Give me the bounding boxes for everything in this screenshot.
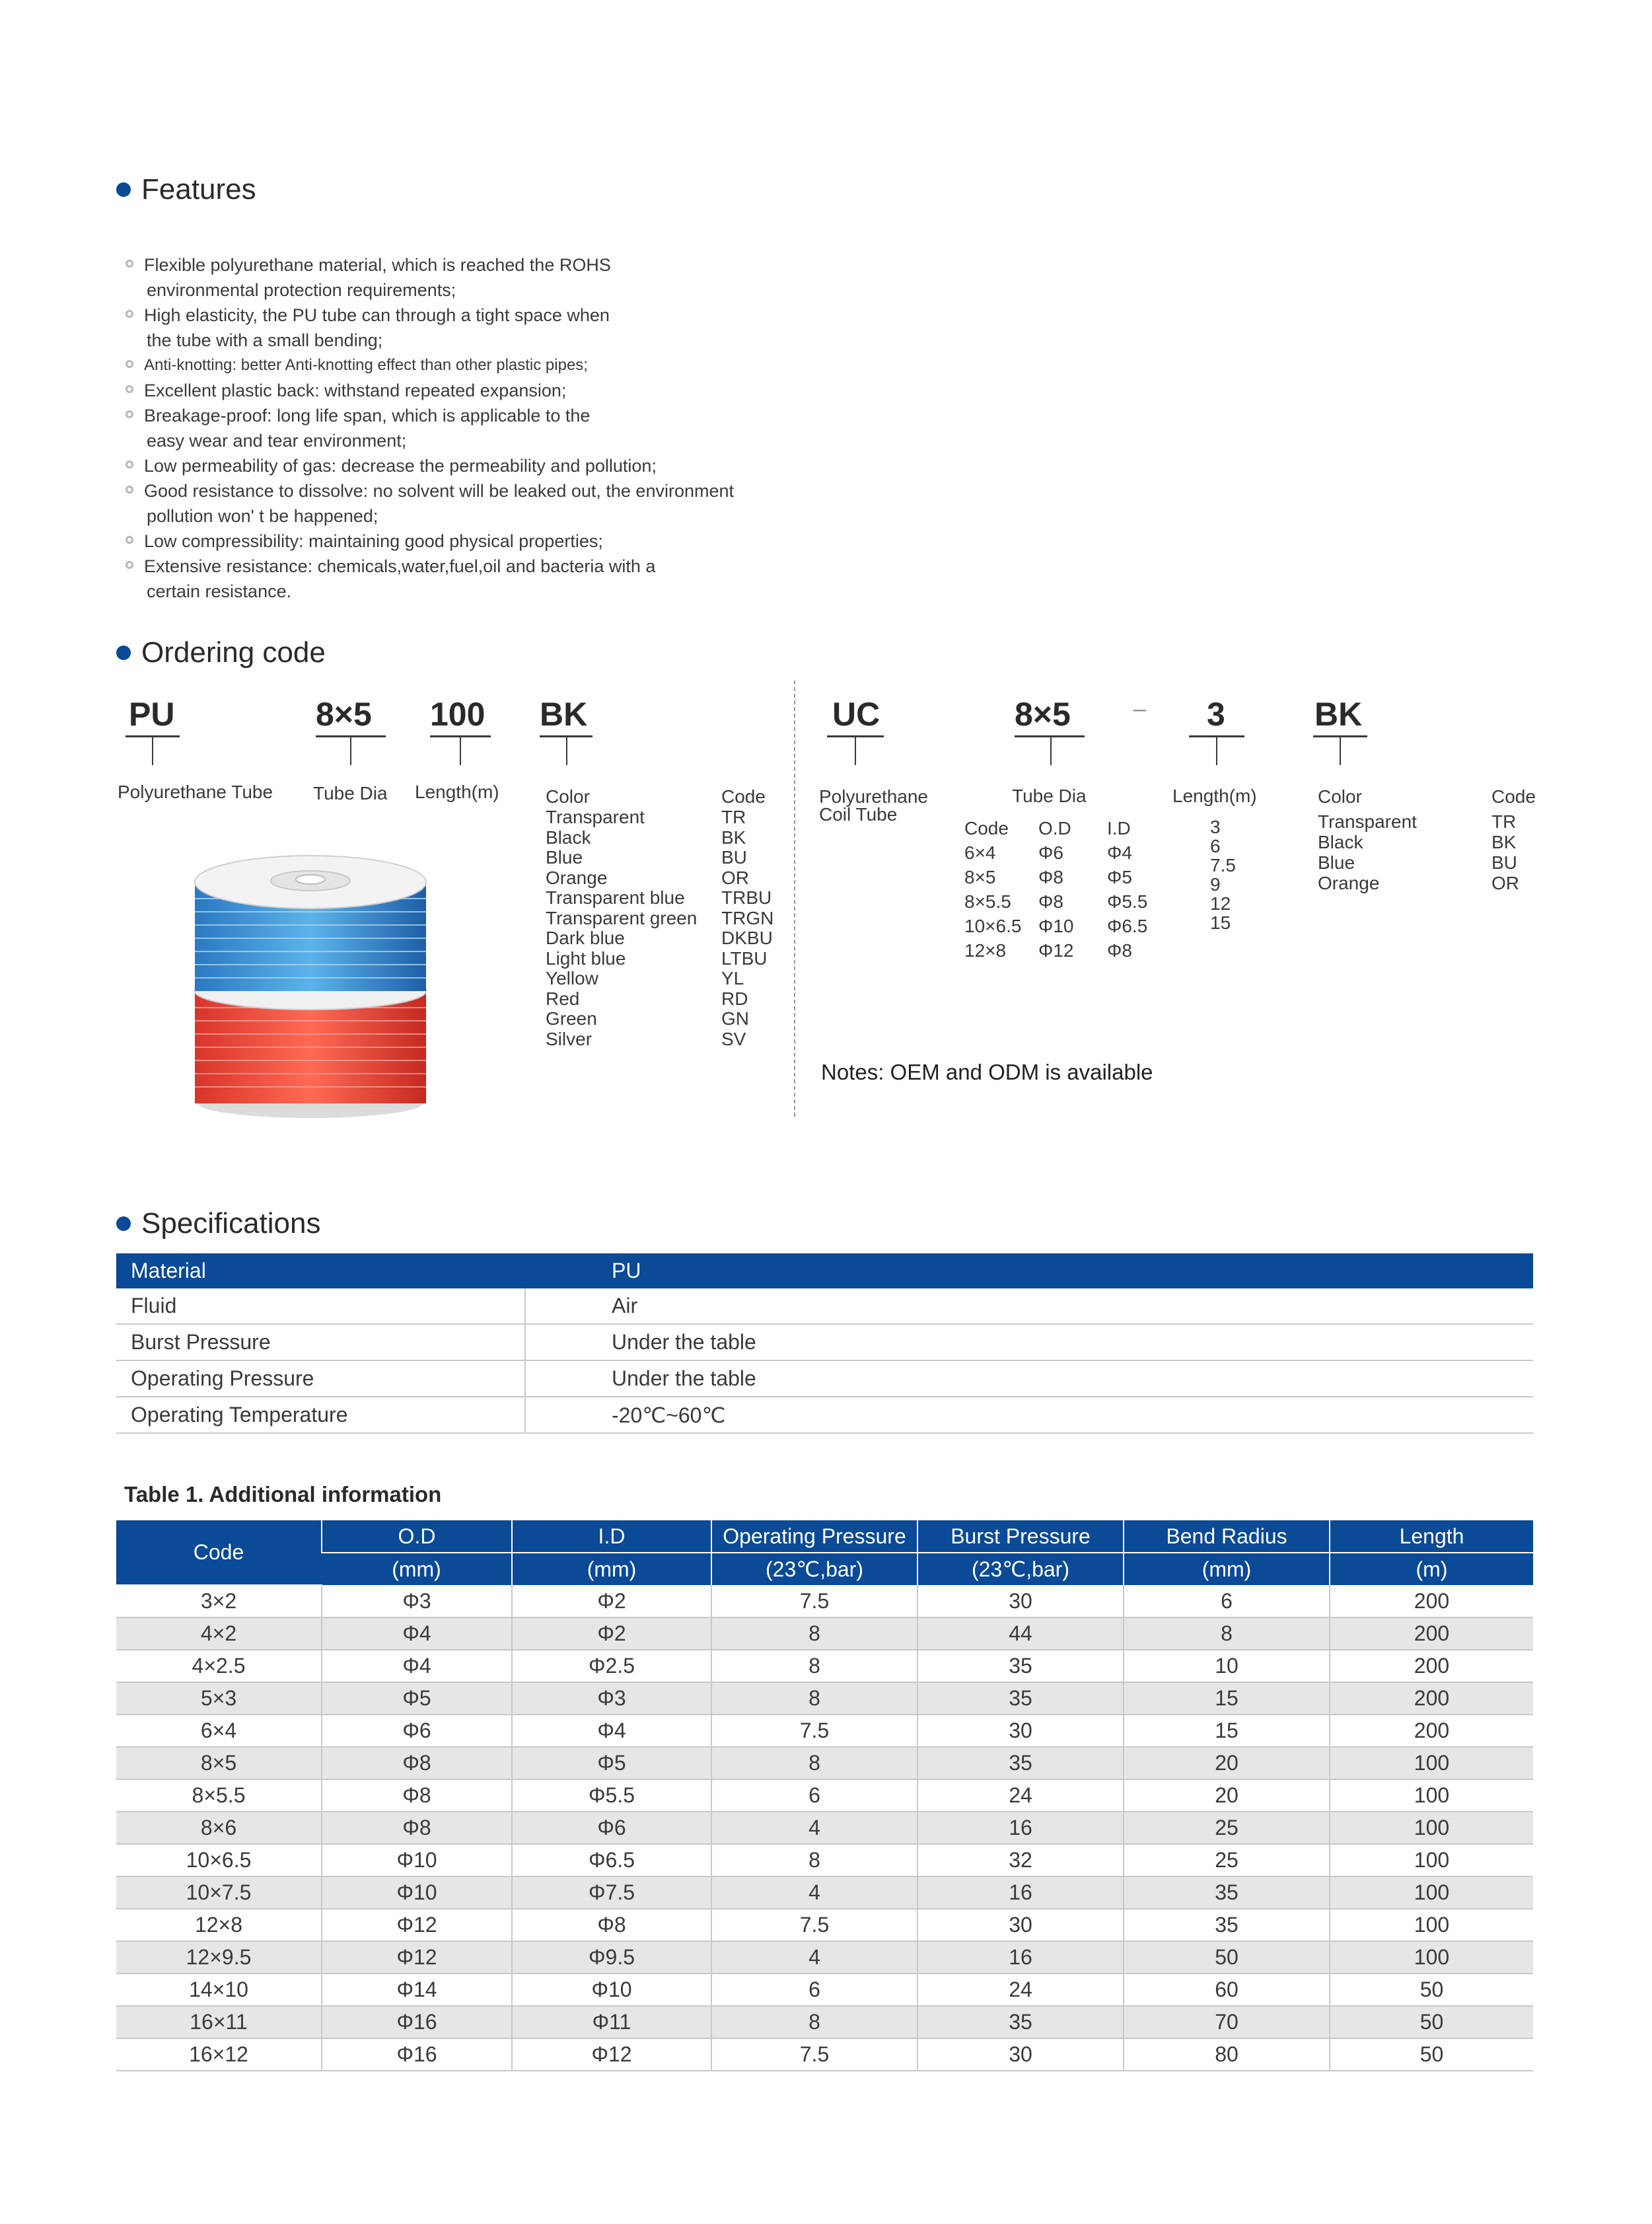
- table-cell: 6: [711, 1974, 917, 2006]
- color-code: LTBU: [721, 947, 768, 969]
- table-row: [116, 1779, 1533, 1812]
- table-cell: 35: [1124, 1876, 1330, 1909]
- length-value: 12: [1210, 893, 1231, 914]
- table-cell: 50: [1124, 1941, 1330, 1974]
- dia-table: Code O.D I.D 6×4 Φ6 Φ4 8×5 Φ8 Φ5 8×5.5 Φ8 Φ5.5 10×6.5 Φ10 Φ6.5 12×8 Φ12 Φ8: [964, 816, 1147, 963]
- color-code: DKBU: [721, 928, 773, 948]
- table-cell: 15: [1124, 1715, 1330, 1747]
- table-cell: Φ10: [322, 1844, 512, 1876]
- dia-cell: 8×5.5: [964, 891, 1011, 912]
- color-option-row: [1318, 873, 1536, 893]
- table-cell: 15: [1124, 1682, 1330, 1715]
- col-header-length: Length: [1330, 1520, 1533, 1553]
- table-cell: 4×2: [116, 1617, 322, 1650]
- table-cell: 7.5: [711, 1909, 917, 1941]
- unit-bend-radius: (mm): [1124, 1553, 1330, 1585]
- table-cell: 16×11: [116, 2006, 322, 2038]
- table-cell: 6: [711, 1779, 917, 1812]
- notes-text: Notes: OEM and ODM is available: [821, 1060, 1153, 1084]
- unit-id: (mm): [512, 1553, 711, 1585]
- col-header-id: I.D: [512, 1520, 711, 1553]
- table-cell: 80: [1124, 2038, 1330, 2071]
- table-cell: 200: [1330, 1617, 1533, 1650]
- table-cell: 4: [711, 1941, 917, 1974]
- table-cell: 30: [917, 1715, 1124, 1747]
- dia-cell: Φ8: [1038, 891, 1063, 912]
- table-row: [116, 1682, 1533, 1715]
- color-name: Transparent: [1318, 811, 1417, 832]
- table-cell: 10×6.5: [116, 1844, 322, 1876]
- color-option-row: [1318, 811, 1536, 832]
- color-option-row: [546, 1029, 783, 1050]
- feature-item: High elasticity, the PU tube can through a tight space when the tube with a small bending;: [124, 303, 917, 353]
- table-cell: Φ11: [512, 2006, 711, 2038]
- circle-bullet-icon: [126, 561, 133, 569]
- table-cell: Φ8: [322, 1779, 512, 1812]
- table-cell: 200: [1330, 1650, 1533, 1682]
- dia-row: [964, 914, 1147, 938]
- spec-label: Operating Pressure: [116, 1360, 525, 1397]
- table-cell: 30: [917, 1909, 1124, 1941]
- left-color-list: [546, 786, 783, 1049]
- table-cell: 70: [1124, 2006, 1330, 2038]
- table-cell: 8: [1124, 1617, 1330, 1650]
- label-coil-tube: Polyurethane Coil Tube: [819, 786, 929, 825]
- color-code: OR: [1491, 873, 1519, 893]
- table-cell: Φ4: [512, 1715, 711, 1747]
- color-option-row: [546, 949, 783, 969]
- label-polyurethane-tube: Polyurethane Tube: [118, 782, 273, 802]
- spec-value: Under the table: [525, 1324, 1533, 1360]
- color-code: TRBU: [721, 887, 772, 908]
- code-underline: [1015, 735, 1085, 737]
- length-value: 9: [1210, 874, 1221, 895]
- table-cell: 35: [917, 2006, 1124, 2038]
- table-cell: 8: [711, 1650, 917, 1682]
- feature-item: Anti-knotting: better Anti-knotting effect than other plastic pipes;: [124, 353, 917, 378]
- label-tube-dia: Tube Dia: [1012, 786, 1087, 806]
- table-cell: 100: [1330, 1812, 1533, 1844]
- table-cell: Φ8: [512, 1909, 711, 1941]
- spec-value: PU: [525, 1253, 1533, 1288]
- table-cell: 16×12: [116, 2038, 322, 2071]
- spec-label: Operating Temperature: [116, 1397, 525, 1433]
- code-tick: [152, 735, 153, 765]
- additional-info-table: [116, 1520, 1533, 2071]
- spec-row: [116, 1397, 1533, 1433]
- circle-bullet-icon: [126, 310, 133, 318]
- code-dash: –: [1133, 696, 1146, 722]
- code-segment-color: BK: [540, 696, 588, 733]
- code-segment-dia: 8×5: [316, 696, 372, 733]
- label-tube-dia: Tube Dia: [313, 783, 388, 803]
- length-value: 3: [1210, 817, 1221, 837]
- color-option-row: [546, 848, 783, 868]
- feature-item: Breakage-proof: long life span, which is applicable to the easy wear and tear environment;: [124, 403, 917, 453]
- dia-row: [964, 938, 1147, 963]
- color-option-row: [546, 828, 783, 848]
- feature-item: Extensive resistance: chemicals,water,fuel,oil and bacteria with a certain resistance.: [124, 554, 917, 604]
- table-cell: Φ6: [512, 1812, 711, 1844]
- table-cell: 25: [1124, 1844, 1330, 1876]
- spec-row: [116, 1324, 1533, 1360]
- length-list: [1210, 817, 1236, 932]
- table-cell: 7.5: [711, 1715, 917, 1747]
- spec-row: [116, 1360, 1533, 1397]
- table-cell: 12×8: [116, 1909, 322, 1941]
- table-cell: 8×5.5: [116, 1779, 322, 1812]
- color-name: Yellow: [546, 968, 598, 988]
- table-cell: Φ5.5: [512, 1779, 711, 1812]
- table-cell: Φ16: [322, 2006, 512, 2038]
- table-cell: 12×9.5: [116, 1941, 322, 1974]
- bullet-dot-icon: [116, 1216, 131, 1231]
- dia-cell: Φ5: [1107, 867, 1132, 887]
- circle-bullet-icon: [126, 385, 133, 393]
- color-name: Blue: [1318, 852, 1355, 873]
- table-cell: 8: [711, 1682, 917, 1715]
- dia-row: [964, 865, 1147, 889]
- table-cell: 35: [917, 1747, 1124, 1779]
- table-cell: Φ9.5: [512, 1941, 711, 1974]
- table-cell: Φ12: [322, 1909, 512, 1941]
- table-cell: Φ2: [512, 1585, 711, 1617]
- table-cell: 4: [711, 1876, 917, 1909]
- color-option-row: [546, 807, 783, 828]
- feature-item: Flexible polyurethane material, which is reached the ROHS environmental protection requirements;: [124, 252, 917, 303]
- table-cell: 200: [1330, 1715, 1533, 1747]
- color-code: BU: [1491, 852, 1517, 873]
- table-row: [116, 1650, 1533, 1682]
- table-row: [116, 1812, 1533, 1844]
- table-cell: 8×5: [116, 1747, 322, 1779]
- feature-item: Low permeability of gas: decrease the permeability and pollution;: [124, 453, 917, 478]
- table-cell: 30: [917, 2038, 1124, 2071]
- color-option-row: [546, 1009, 783, 1029]
- color-code: TR: [721, 807, 746, 827]
- right-color-list: Color Code Transparent TR Black BK Blue BU Orange OR: [1318, 786, 1536, 893]
- bullet-dot-icon: [116, 646, 131, 660]
- table-cell: Φ8: [322, 1747, 512, 1779]
- table-row: [116, 1844, 1533, 1876]
- spec-value: Air: [525, 1288, 1533, 1324]
- code-segment-dia: 8×5: [1015, 696, 1071, 733]
- color-option-row: [546, 888, 783, 908]
- color-name: Green: [546, 1008, 597, 1029]
- label-length: Length(m): [1172, 786, 1257, 806]
- table-cell: Φ4: [322, 1617, 512, 1650]
- table-cell: Φ12: [512, 2038, 711, 2071]
- table-cell: 16: [917, 1812, 1124, 1844]
- length-value: 7.5: [1210, 855, 1236, 875]
- color-code: BK: [721, 827, 746, 848]
- table-cell: 8×6: [116, 1812, 322, 1844]
- features-title: Features: [141, 173, 256, 205]
- table-cell: Φ6.5: [512, 1844, 711, 1876]
- color-code: BU: [721, 847, 747, 868]
- color-code: OR: [721, 867, 749, 888]
- color-name: Transparent: [546, 807, 645, 827]
- spec-value: Under the table: [525, 1360, 1533, 1397]
- table-cell: 100: [1330, 1779, 1533, 1812]
- table-cell: Φ10: [512, 1974, 711, 2006]
- code-segment-uc: UC: [832, 696, 880, 733]
- color-name: Transparent blue: [546, 887, 685, 908]
- color-name: Black: [1318, 832, 1363, 852]
- table-cell: Φ6: [322, 1715, 512, 1747]
- table-cell: 44: [917, 1617, 1124, 1650]
- code-tick: [350, 735, 351, 765]
- table-cell: 20: [1124, 1779, 1330, 1812]
- color-name: Transparent green: [546, 907, 698, 928]
- table-cell: 100: [1330, 1876, 1533, 1909]
- tube-reel-image: [178, 842, 443, 1120]
- color-code: RD: [721, 988, 748, 1009]
- features-list: [124, 252, 917, 604]
- spec-label: Fluid: [116, 1288, 525, 1324]
- table-cell: 32: [917, 1844, 1124, 1876]
- col-header-code: Code: [116, 1520, 322, 1585]
- unit-burst-pressure: (23℃,bar): [917, 1553, 1124, 1585]
- circle-bullet-icon: [126, 360, 133, 368]
- code-tick: [566, 735, 567, 765]
- color-option-row: [546, 868, 783, 889]
- table-cell: 5×3: [116, 1682, 322, 1715]
- col-header-od: O.D: [322, 1520, 512, 1553]
- color-name: Black: [546, 827, 591, 848]
- table-row: [116, 1715, 1533, 1747]
- color-option-row: [546, 908, 783, 929]
- table-cell: 200: [1330, 1682, 1533, 1715]
- code-tick: [1050, 735, 1052, 765]
- dia-cell: Φ4: [1107, 842, 1132, 863]
- specifications-title: Specifications: [141, 1207, 321, 1240]
- color-option-row: [546, 928, 783, 949]
- table-row: [116, 1585, 1533, 1617]
- color-option-row: [546, 989, 783, 1010]
- unit-length: (m): [1330, 1553, 1533, 1585]
- table-row: [116, 1747, 1533, 1779]
- circle-bullet-icon: [126, 461, 133, 468]
- code-header: Code: [721, 786, 766, 807]
- color-code: YL: [721, 968, 744, 988]
- bullet-dot-icon: [116, 182, 131, 197]
- specifications-heading: [116, 1207, 320, 1240]
- color-code: TRGN: [721, 907, 774, 928]
- table-cell: 200: [1330, 1585, 1533, 1617]
- table-cell: 14×10: [116, 1974, 322, 2006]
- dia-cell: Φ8: [1038, 867, 1063, 887]
- table-cell: 100: [1330, 1844, 1533, 1876]
- table-cell: 8: [711, 2006, 917, 2038]
- table-cell: 60: [1124, 1974, 1330, 2006]
- feature-item: Excellent plastic back: withstand repeated expansion;: [124, 378, 917, 403]
- table-row: [116, 1876, 1533, 1909]
- circle-bullet-icon: [126, 260, 133, 268]
- table-cell: 100: [1330, 1909, 1533, 1941]
- table-cell: 50: [1330, 2038, 1533, 2071]
- color-name: Silver: [546, 1028, 593, 1049]
- dia-cell: Φ8: [1107, 940, 1132, 961]
- table-cell: 50: [1330, 1974, 1533, 2006]
- color-name: Light blue: [546, 947, 626, 969]
- label-length: Length(m): [415, 782, 499, 802]
- col-header-operating-pressure: Operating Pressure: [711, 1520, 917, 1553]
- color-code: TR: [1491, 811, 1517, 832]
- dia-cell: 6×4: [964, 842, 996, 863]
- color-name: Dark blue: [546, 928, 625, 948]
- table-cell: 8: [711, 1617, 917, 1650]
- spec-label: Material: [116, 1253, 525, 1288]
- table-row: [116, 1617, 1533, 1650]
- table-caption: Table 1. Additional information: [124, 1482, 442, 1506]
- table-cell: 16: [917, 1941, 1124, 1974]
- table-cell: Φ5: [512, 1747, 711, 1779]
- code-tick: [855, 735, 856, 765]
- code-segment-color: BK: [1314, 696, 1363, 733]
- table-cell: Φ10: [322, 1876, 512, 1909]
- code-segment-pu: PU: [129, 696, 175, 733]
- color-code: SV: [721, 1028, 746, 1049]
- table-cell: 35: [917, 1650, 1124, 1682]
- dia-row: [964, 840, 1147, 865]
- ordering-heading: [116, 636, 326, 669]
- code-tick: [460, 735, 461, 765]
- table-cell: Φ4: [322, 1650, 512, 1682]
- color-name: Orange: [546, 867, 608, 888]
- color-option-row: [546, 969, 783, 989]
- color-name: Blue: [546, 847, 583, 868]
- table-cell: 50: [1330, 2006, 1533, 2038]
- circle-bullet-icon: [126, 536, 133, 544]
- dia-row: [964, 889, 1147, 914]
- table-cell: 10×7.5: [116, 1876, 322, 1909]
- table-row: [116, 2006, 1533, 2038]
- dia-cell: Φ6: [1038, 842, 1063, 863]
- color-name: Orange: [1318, 873, 1380, 893]
- table-cell: 20: [1124, 1747, 1330, 1779]
- table-cell: Φ7.5: [512, 1876, 711, 1909]
- table-cell: Φ2: [512, 1617, 711, 1650]
- table-cell: 7.5: [711, 1585, 917, 1617]
- dia-cell: Φ12: [1038, 940, 1074, 961]
- dia-cell: 8×5: [964, 867, 996, 887]
- dia-cell: Φ6.5: [1107, 916, 1148, 936]
- col-header-burst-pressure: Burst Pressure: [917, 1520, 1124, 1553]
- unit-operating-pressure: (23℃,bar): [711, 1553, 917, 1585]
- table-cell: 6: [1124, 1585, 1330, 1617]
- table-cell: 10: [1124, 1650, 1330, 1682]
- table-cell: 100: [1330, 1747, 1533, 1779]
- length-value: 6: [1210, 836, 1221, 856]
- feature-item: Low compressibility: maintaining good physical properties;: [124, 529, 917, 554]
- table-cell: Φ16: [322, 2038, 512, 2071]
- specifications-table: [116, 1253, 1533, 1434]
- table-cell: 8: [711, 1747, 917, 1779]
- table-cell: 30: [917, 1585, 1124, 1617]
- table-cell: 4: [711, 1812, 917, 1844]
- table-row: [116, 1974, 1533, 2006]
- code-tick: [1340, 735, 1341, 765]
- table-cell: 35: [1124, 1909, 1330, 1941]
- table-cell: 4×2.5: [116, 1650, 322, 1682]
- code-segment-length: 100: [430, 696, 485, 733]
- code-segment-length: 3: [1207, 696, 1225, 733]
- color-header: Color: [546, 786, 590, 807]
- length-value: 15: [1210, 912, 1231, 933]
- table-cell: Φ12: [322, 1941, 512, 1974]
- spec-row: [116, 1288, 1533, 1324]
- table-cell: Φ5: [322, 1682, 512, 1715]
- table-row: [116, 1909, 1533, 1941]
- dia-cell: 12×8: [964, 940, 1007, 961]
- spec-row: [116, 1253, 1533, 1288]
- table-cell: Φ3: [322, 1585, 512, 1617]
- dia-cell: Φ10: [1038, 916, 1074, 936]
- table-cell: 35: [917, 1682, 1124, 1715]
- table-cell: 25: [1124, 1812, 1330, 1844]
- table-cell: Φ3: [512, 1682, 711, 1715]
- color-option-row: [1318, 832, 1536, 852]
- dia-cell: 10×6.5: [964, 916, 1022, 936]
- table-cell: 24: [917, 1779, 1124, 1812]
- spec-label: Burst Pressure: [116, 1324, 525, 1360]
- code-tick: [1216, 735, 1217, 765]
- table-cell: 6×4: [116, 1715, 322, 1747]
- table-cell: 7.5: [711, 2038, 917, 2071]
- dia-cell: Φ5.5: [1107, 891, 1148, 912]
- color-code: BK: [1491, 832, 1517, 852]
- table-cell: Φ8: [322, 1812, 512, 1844]
- table-cell: Φ14: [322, 1974, 512, 2006]
- color-option-row: [1318, 852, 1536, 873]
- table-cell: 24: [917, 1974, 1124, 2006]
- table-cell: 3×2: [116, 1585, 322, 1617]
- color-code: GN: [721, 1008, 749, 1029]
- section-divider: [794, 681, 795, 1117]
- table-cell: Φ2.5: [512, 1650, 711, 1682]
- table-cell: 8: [711, 1844, 917, 1876]
- table-row: [116, 2038, 1533, 2071]
- circle-bullet-icon: [126, 486, 133, 494]
- spec-value: -20℃~60℃: [525, 1397, 1533, 1433]
- table-cell: 16: [917, 1876, 1124, 1909]
- circle-bullet-icon: [126, 410, 133, 418]
- feature-item: Good resistance to dissolve: no solvent will be leaked out, the environment pollution won' t be happened;: [124, 478, 917, 529]
- ordering-title: Ordering code: [141, 636, 326, 669]
- table-row: [116, 1941, 1533, 1974]
- features-heading: [116, 173, 256, 206]
- table-cell: 100: [1330, 1941, 1533, 1974]
- unit-od: (mm): [322, 1553, 512, 1585]
- color-name: Red: [546, 988, 580, 1009]
- col-header-bend-radius: Bend Radius: [1124, 1520, 1330, 1553]
